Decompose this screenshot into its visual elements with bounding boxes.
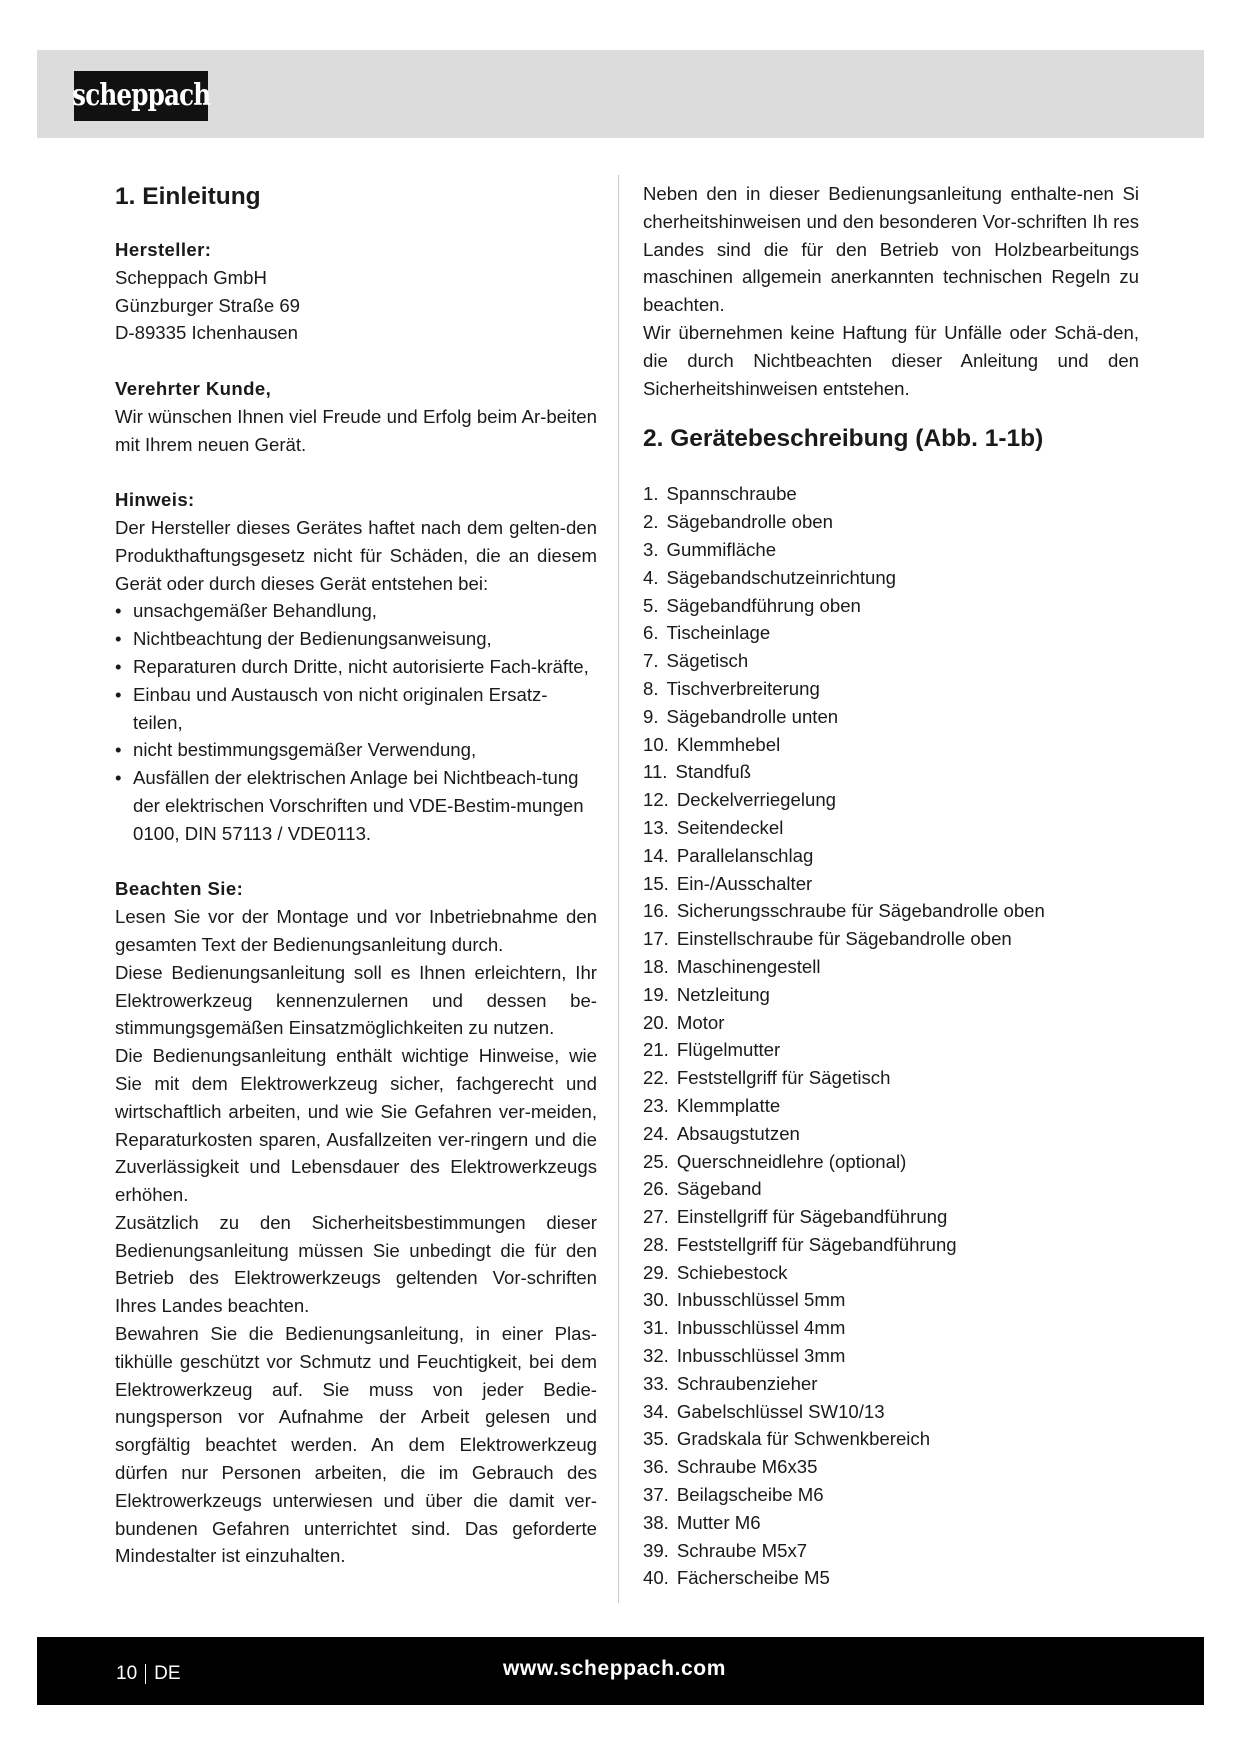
part-item [643, 1398, 1139, 1426]
part-label: Schraubenzieher [676, 1372, 818, 1394]
part-item [643, 981, 1139, 1009]
part-item [643, 1009, 1139, 1037]
part-number: 22. [643, 1067, 669, 1089]
parts-list [643, 480, 1139, 1592]
part-item [643, 953, 1139, 981]
part-item [643, 897, 1139, 925]
part-label: Schraube M5x7 [676, 1539, 808, 1561]
part-number: 3. [643, 538, 659, 560]
part-number: 20. [643, 1011, 669, 1033]
part-label: Netzleitung [676, 983, 770, 1005]
part-item [643, 647, 1139, 675]
part-number: 34. [643, 1400, 669, 1422]
part-label: Klemmplatte [676, 1094, 781, 1116]
part-number: 38. [643, 1511, 669, 1533]
part-label: Sägeband [676, 1178, 762, 1200]
part-label: Flügelmutter [676, 1039, 781, 1061]
right-column [643, 180, 1139, 1592]
part-number: 10. [643, 733, 669, 755]
part-item [643, 1259, 1139, 1287]
part-label: Sägebandführung oben [666, 594, 861, 616]
part-item [643, 1064, 1139, 1092]
part-number: 4. [643, 566, 659, 588]
part-number: 31. [643, 1317, 669, 1339]
manufacturer-label: Hersteller: [115, 239, 212, 260]
part-item [643, 536, 1139, 564]
part-number: 23. [643, 1094, 669, 1116]
website-url: www.scheppach.com [503, 1657, 726, 1680]
part-item [643, 814, 1139, 842]
part-item [643, 786, 1139, 814]
part-label: Absaugstutzen [676, 1122, 800, 1144]
part-label: Inbusschlüssel 4mm [676, 1317, 846, 1339]
observe-paragraph: Lesen Sie vor der Montage und vor Inbetriebnahme den gesamten Text der Bedienungsanleitung durch. [115, 906, 597, 955]
note-bullet: • unsachgemäßer Behandlung, [115, 597, 597, 625]
page-indicator [116, 1663, 181, 1685]
manufacturer-street: Günzburger Straße 69 [115, 294, 301, 316]
note-label: Hinweis: [115, 489, 195, 511]
part-label: Fächerscheibe M5 [676, 1567, 830, 1589]
page-number: 10 [116, 1663, 138, 1684]
observe-paragraph: Bewahren Sie die Bedienungsanleitung, in einer Plas-tikhülle geschützt vor Schmutz und Feuchtigkeit, bei dem Elektrowerkzeug auf. Sie muss von jeder Bedie-nungsperson vor Aufnahme der Arbeit gelesen und sorgfältig beachtet werden. An dem Elektrowerkzeug dürfen nur Personen arbeiten, die im Gebrauch des Elektrowerkzeugs unterwiesen und über die damit ver-bundenen Gefahren unterrichtet sind. Das geforderte Mindestalter ist einzuhalten. [115, 1323, 597, 1567]
part-label: Gummifläche [666, 538, 777, 560]
part-number: 36. [643, 1456, 669, 1478]
part-label: Klemmhebel [676, 733, 781, 755]
note-bullet-list [115, 597, 597, 847]
part-number: 26. [643, 1178, 669, 1200]
part-number: 35. [643, 1428, 669, 1450]
part-number: 40. [643, 1567, 669, 1589]
observe-paragraph: Diese Bedienungsanleitung soll es Ihnen erleichtern, Ihr Elektrowerkzeug kennenzulernen und dessen be-stimmungsgemäßen Einsatzmöglichkeiten zu nutzen. [115, 961, 597, 1039]
part-number: 39. [643, 1539, 669, 1561]
part-item [643, 1564, 1139, 1592]
part-number: 8. [643, 677, 659, 699]
part-item [643, 842, 1139, 870]
header-band [37, 50, 1204, 138]
part-label: Gabelschlüssel SW10/13 [676, 1400, 885, 1422]
observe-paragraph: Zusätzlich zu den Sicherheitsbestimmungen dieser Bedienungsanleitung müssen Sie unbedingt die für den Betrieb des Elektrowerkzeugs geltenden Vor-schriften Ihres Landes beachten. [115, 1211, 597, 1317]
part-item [643, 1314, 1139, 1342]
part-number: 24. [643, 1122, 669, 1144]
part-label: Inbusschlüssel 3mm [676, 1345, 846, 1367]
part-label: Einstellgriff für Sägebandführung [676, 1206, 948, 1228]
dear-customer-label: Verehrter Kunde, [115, 377, 272, 399]
part-label: Spannschraube [666, 483, 797, 505]
part-label: Einstellschraube für Sägebandrolle oben [676, 928, 1012, 950]
part-label: Sägebandrolle oben [666, 511, 833, 533]
part-number: 13. [643, 816, 669, 838]
part-label: Ein-/Ausschalter [676, 872, 813, 894]
part-item [643, 675, 1139, 703]
part-number: 29. [643, 1261, 669, 1283]
scheppach-logo [71, 71, 211, 121]
observe-paragraph: Die Bedienungsanleitung enthält wichtige Hinweise, wie Sie mit dem Elektrowerkzeug sicher, fachgerecht und wirtschaftlich arbeiten, und wie Sie Gefahren ver-meiden, Reparaturkosten sparen, Ausfallzeiten ver-ringern und die Zuverlässigkeit und Lebensdauer des Elektrowerkzeugs erhöhen. [115, 1045, 597, 1206]
part-item [643, 1120, 1139, 1148]
part-label: Standfuß [675, 761, 751, 783]
part-label: Schiebestock [676, 1261, 788, 1283]
part-item [643, 1370, 1139, 1398]
part-label: Feststellgriff für Sägebandführung [676, 1233, 957, 1255]
part-item [643, 1342, 1139, 1370]
note-text: Der Hersteller dieses Gerätes haftet nach dem gelten-den Produkthaftungsgesetz nicht für Schäden, die an diesem Gerät oder durch dieses Gerät entstehen bei: [115, 516, 597, 594]
part-item [643, 1231, 1139, 1259]
column-divider [618, 175, 619, 1603]
section-heading-introduction: 1. Einleitung [115, 183, 261, 210]
manufacturer-name: Scheppach GmbH [115, 266, 267, 288]
part-number: 11. [643, 761, 668, 783]
part-number: 32. [643, 1345, 669, 1367]
part-number: 14. [643, 844, 669, 866]
part-item [643, 870, 1139, 898]
part-item [643, 703, 1139, 731]
part-number: 37. [643, 1484, 669, 1506]
intro-paragraph: Wir übernehmen keine Haftung für Unfälle oder Schä-den, die durch Nichtbeachten dieser Anleitung und den Sicherheitshinweisen entstehen. [643, 321, 1139, 399]
part-number: 25. [643, 1150, 669, 1172]
footer-band [37, 1637, 1204, 1705]
dear-customer-text: Wir wünschen Ihnen viel Freude und Erfolg beim Ar-beiten mit Ihrem neuen Gerät. [115, 405, 597, 455]
part-number: 18. [643, 955, 669, 977]
part-label: Sägebandrolle unten [666, 705, 839, 727]
section-heading-device-description: 2. Gerätebeschreibung (Abb. 1-1b) [643, 425, 1044, 453]
part-number: 1. [643, 483, 659, 505]
part-item [643, 1453, 1139, 1481]
part-number: 5. [643, 594, 659, 616]
part-label: Tischeinlage [666, 622, 771, 644]
part-label: Motor [676, 1011, 725, 1033]
intro-paragraph: Neben den in dieser Bedienungsanleitung enthalte-nen Si cherheitshinweisen und den besonderen Vor-schriften Ih res Landes sind die für den Betrieb von Holzbearbeitungs maschinen allgemein anerkannten technischen Regeln zu beachten. [643, 183, 1139, 316]
part-label: Querschneidlehre (optional) [676, 1150, 907, 1172]
note-bullet: • Nichtbeachtung der Bedienungsanweisung, [115, 625, 597, 653]
part-label: Sägetisch [666, 650, 749, 672]
note-bullet: • Einbau und Austausch von nicht originalen Ersatz-teilen, [115, 681, 597, 737]
part-number: 21. [643, 1039, 669, 1061]
part-item [643, 480, 1139, 508]
part-item [643, 731, 1139, 759]
part-item [643, 925, 1139, 953]
part-number: 2. [643, 511, 659, 533]
part-item [643, 1203, 1139, 1231]
part-label: Maschinengestell [676, 955, 821, 977]
part-label: Deckelverriegelung [676, 789, 837, 811]
part-label: Inbusschlüssel 5mm [676, 1289, 846, 1311]
part-item [643, 592, 1139, 620]
part-number: 27. [643, 1206, 669, 1228]
note-bullet: • Ausfällen der elektrischen Anlage bei Nichtbeach-tung der elektrischen Vorschriften und VDE-Bestim-mungen 0100, DIN 57113 / VDE0113. [115, 764, 597, 847]
part-number: 6. [643, 622, 659, 644]
part-item [643, 758, 1139, 786]
note-bullet: • Reparaturen durch Dritte, nicht autorisierte Fach-kräfte, [115, 653, 597, 681]
page-separator [145, 1664, 146, 1684]
part-item [643, 1509, 1139, 1537]
manufacturer-city: D-89335 Ichenhausen [115, 322, 298, 344]
part-label: Sägebandschutzeinrichtung [666, 566, 897, 588]
left-column [115, 180, 597, 1570]
part-item [643, 1425, 1139, 1453]
part-item [643, 1537, 1139, 1565]
part-item [643, 1286, 1139, 1314]
part-number: 9. [643, 705, 659, 727]
part-number: 12. [643, 789, 669, 811]
part-number: 15. [643, 872, 669, 894]
part-item [643, 1148, 1139, 1176]
observe-label: Beachten Sie: [115, 878, 244, 900]
note-bullet: • nicht bestimmungsgemäßer Verwendung, [115, 736, 597, 764]
part-number: 30. [643, 1289, 669, 1311]
part-label: Tischverbreiterung [666, 677, 820, 699]
part-label: Mutter M6 [676, 1511, 761, 1533]
part-label: Seitendeckel [676, 816, 784, 838]
part-label: Schraube M6x35 [676, 1456, 818, 1478]
part-item [643, 1175, 1139, 1203]
part-label: Feststellgriff für Sägetisch [676, 1067, 891, 1089]
part-item [643, 1092, 1139, 1120]
part-number: 19. [643, 983, 669, 1005]
part-item [643, 619, 1139, 647]
part-number: 28. [643, 1233, 669, 1255]
part-number: 17. [643, 928, 669, 950]
part-item [643, 1481, 1139, 1509]
part-number: 33. [643, 1372, 669, 1394]
part-item [643, 564, 1139, 592]
part-number: 16. [643, 900, 669, 922]
logo-text: scheppach [71, 78, 211, 113]
part-item [643, 508, 1139, 536]
language-code: DE [154, 1663, 181, 1684]
part-label: Sicherungsschraube für Sägebandrolle oben [676, 900, 1045, 922]
part-label: Beilagscheibe M6 [676, 1484, 824, 1506]
part-label: Gradskala für Schwenkbereich [676, 1428, 931, 1450]
part-item [643, 1036, 1139, 1064]
part-label: Parallelanschlag [676, 844, 814, 866]
part-number: 7. [643, 650, 659, 672]
